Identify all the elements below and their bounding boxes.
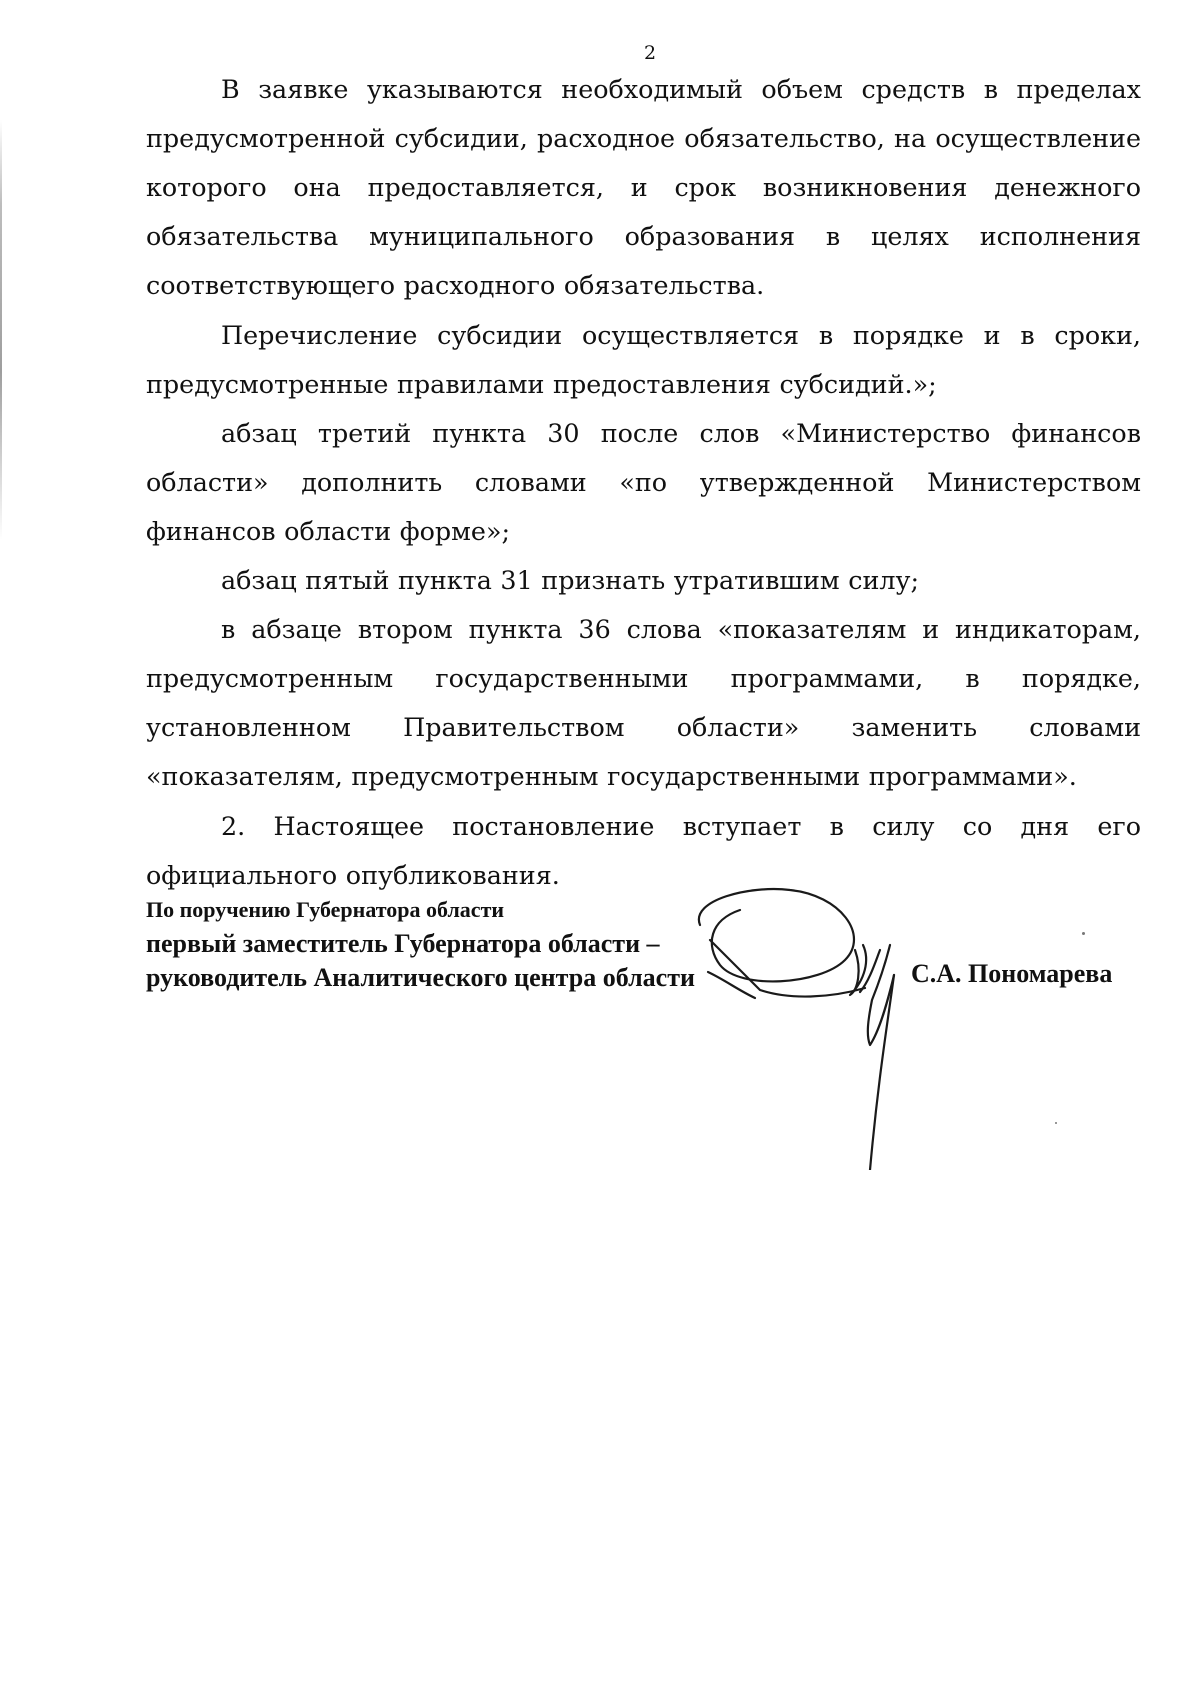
paragraph-subsidy-transfer: Перечисление субсидии осуществляется в порядке и в сроки, предусмотренные правилами предоставления субсидий.»;: [146, 320, 1141, 399]
signatory-position-line: первый заместитель Губернатора области –: [146, 929, 660, 958]
paragraph-entry-into-force: 2. Настоящее постановление вступает в силу со дня его официального опубликования.: [146, 811, 1141, 890]
signatory-authority-line: По поручению Губернатора области: [146, 897, 505, 922]
paragraph-clause-36-amendment: в абзаце втором пункта 36 слова «показателям и индикаторам, предусмотренным государственными программами, в порядке, установленном Правительством области» заменить словами «показателям, предусмотренным государственными программами».: [146, 614, 1141, 791]
scan-speck: [1082, 932, 1085, 935]
handwritten-signature: [680, 880, 930, 1170]
paragraph-clause-30-amendment: абзац третий пункта 30 после слов «Министерство финансов области» дополнить словами «по утвержденной Министерством финансов области форме»;: [146, 418, 1141, 546]
paragraph-clause-31-repeal: абзац пятый пункта 31 признать утратившим силу;: [221, 565, 919, 595]
document-body: [146, 65, 1141, 900]
paragraph-application-contents: В заявке указываются необходимый объем средств в пределах предусмотренной субсидии, расходное обязательство, на осуществление которого она предоставляется, и срок возникновения денежного обязательства муниципального образования в целях исполнения соответствующего расходного обязательства.: [146, 74, 1141, 300]
scan-edge-shadow: [0, 120, 2, 540]
scan-speck: [1055, 1122, 1057, 1124]
signatory-title-block: [146, 895, 695, 995]
signatory-name: С.А. Пономарева: [911, 959, 1113, 988]
signatory-department-line: руководитель Аналитического центра области: [146, 963, 695, 992]
page-number: 2: [643, 42, 657, 64]
